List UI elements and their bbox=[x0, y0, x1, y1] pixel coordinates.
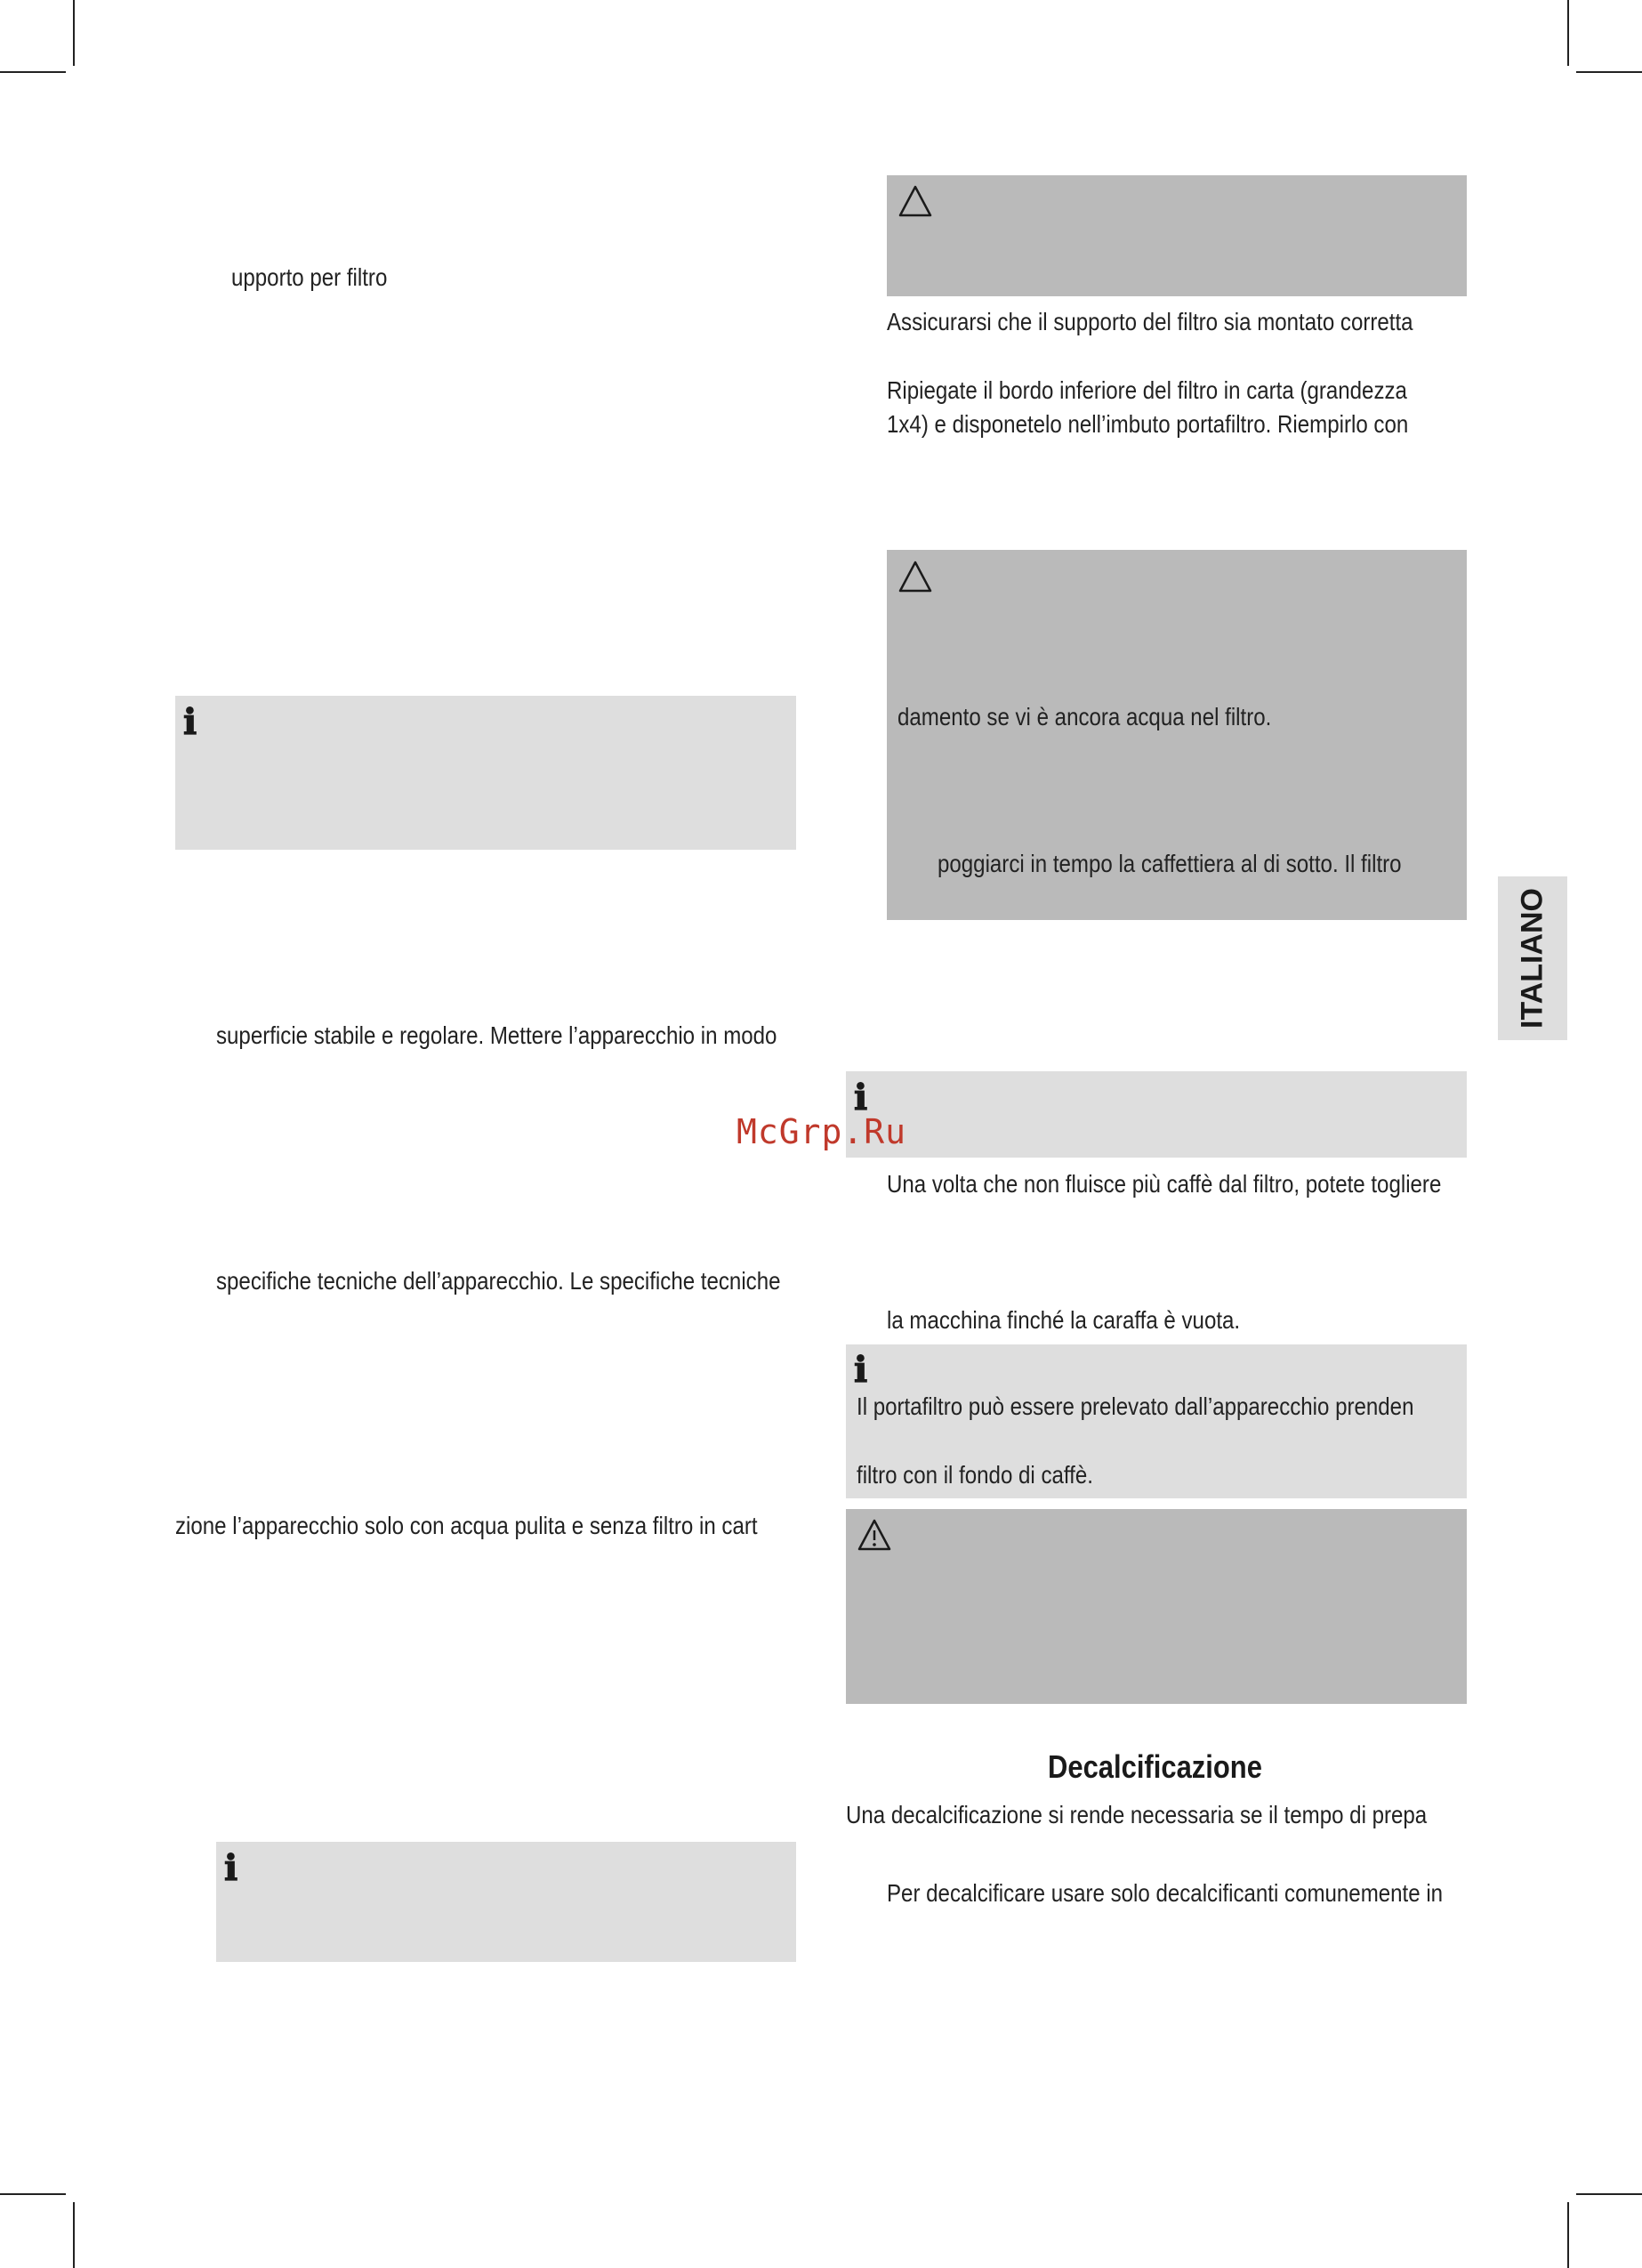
language-tab bbox=[1498, 876, 1567, 1040]
crop-mark bbox=[1567, 0, 1569, 66]
crop-mark bbox=[73, 0, 75, 66]
right-text-line: Per decalcificare usare solo decalcificanti comunemente in bbox=[887, 1879, 1444, 1907]
info-text-line: Il portafiltro può essere prelevato dall’apparecchio prenden bbox=[857, 1392, 1414, 1420]
warning-text-line: poggiarci in tempo la caffettiera al di sotto. Il filtro bbox=[938, 850, 1402, 877]
right-text-line: 1x4) e disponetelo nell’imbuto portafiltro. Riempirlo con bbox=[887, 410, 1409, 438]
warning-box bbox=[846, 1509, 1467, 1704]
warning-triangle-icon bbox=[857, 1518, 892, 1552]
right-text-line: Una volta che non fluisce più caffè dal filtro, potete togliere bbox=[887, 1170, 1442, 1198]
crop-mark bbox=[1576, 71, 1642, 73]
info-box bbox=[846, 1071, 1467, 1158]
crop-mark bbox=[1576, 2193, 1642, 2195]
right-text-line: Una decalcificazione si rende necessaria se il tempo di prepa bbox=[846, 1801, 1428, 1828]
crop-mark bbox=[0, 71, 66, 73]
crop-mark bbox=[0, 2193, 66, 2195]
left-text-line: superficie stabile e regolare. Mettere l’apparecchio in modo bbox=[216, 1021, 777, 1049]
watermark: McGrp.Ru bbox=[736, 1112, 907, 1151]
language-tab-label: ITALIANO bbox=[1515, 887, 1549, 1029]
info-icon: ℹ bbox=[854, 1078, 868, 1118]
info-box bbox=[175, 696, 796, 850]
crop-mark bbox=[73, 2202, 75, 2268]
info-box bbox=[216, 1842, 796, 1962]
right-text-line: Assicurarsi che il supporto del filtro sia montato corretta bbox=[887, 308, 1413, 335]
warning-triangle-icon bbox=[897, 184, 933, 218]
info-icon: ℹ bbox=[854, 1350, 868, 1390]
right-text-line: Ripiegate il bordo inferiore del filtro in carta (grandezza bbox=[887, 376, 1407, 404]
right-text-line: la macchina finché la caraffa è vuota. bbox=[887, 1306, 1241, 1334]
warning-triangle-icon bbox=[897, 560, 933, 593]
section-heading: Decalcificazione bbox=[1048, 1748, 1262, 1785]
crop-mark bbox=[1567, 2202, 1569, 2268]
left-text-line: specifiche tecniche dell’apparecchio. Le specifiche tecniche bbox=[216, 1267, 781, 1295]
info-icon: ℹ bbox=[183, 702, 197, 742]
info-text-line: filtro con il fondo di caffè. bbox=[857, 1461, 1093, 1489]
left-text-line: zione l’apparecchio solo con acqua pulita e senza filtro in cart bbox=[175, 1512, 758, 1539]
info-icon: ℹ bbox=[224, 1848, 238, 1888]
left-text-line: upporto per filtro bbox=[231, 263, 388, 291]
warning-box bbox=[887, 175, 1467, 296]
warning-text-line: damento se vi è ancora acqua nel filtro. bbox=[897, 703, 1272, 730]
